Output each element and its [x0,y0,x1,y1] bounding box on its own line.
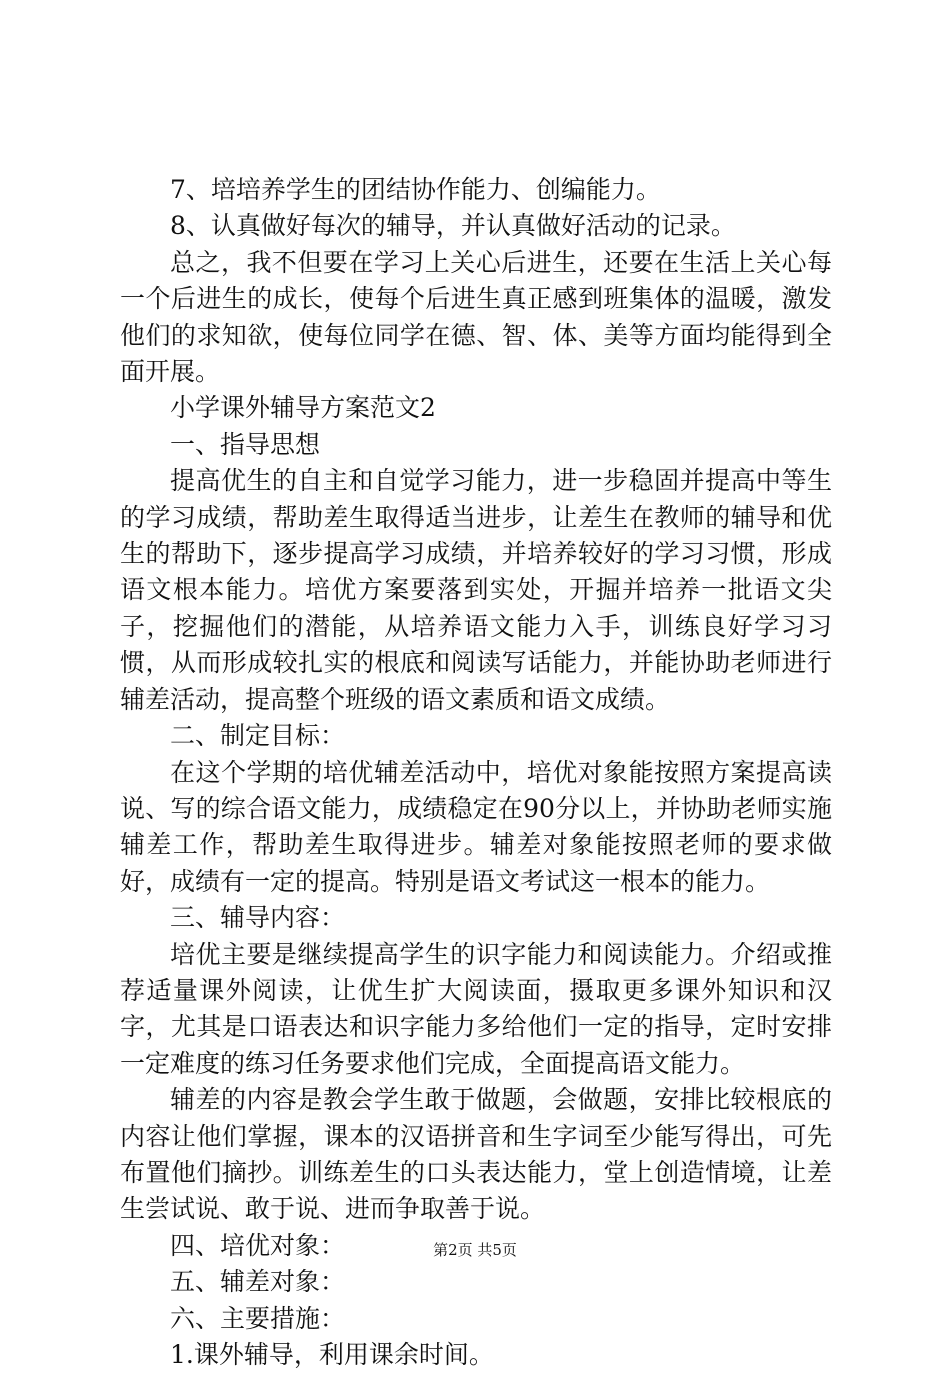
measure-item-1: 1.课外辅导，利用课余时间。 [170,1340,494,1369]
guiding-thought-paragraph: 提高优生的自主和自觉学习能力，进一步稳固并提高中等生的学习成绩，帮助差生取得适当进步，让差生在教师的辅导和优生的帮助下，逐步提高学习成绩，并培养较好的学习习惯，形成语文根本能力。培优方案要落到实处，开掘并培养一批语文尖子，挖掘他们的潜能，从培养语文能力入手，训练良好学习习惯，从而形成较扎实的根底和阅读写话能力，并能协助老师进行辅差活动，提高整个班级的语文素质和语文成绩。 [120,466,832,714]
summary-paragraph: 总之，我不但要在学习上关心后进生，还要在生活上关心每一个后进生的成长，使每个后进生真正感到班集体的温暖，激发他们的求知欲，使每位同学在德、智、体、美等方面均能得到全面开展。 [120,247,832,387]
section-heading-remedial-targets: 五、辅差对象： [170,1267,346,1297]
section-heading-guiding-thought: 一、指导思想 [170,429,321,459]
list-item-8: 8、认真做好每次的辅导，并认真做好活动的记录。 [170,211,736,241]
list-item-7: 7、培培养学生的团结协作能力、创编能力。 [170,175,661,204]
content-paragraph-remedial: 辅差的内容是教会学生敢于做题，会做题，安排比较根底的内容让他们掌握，课本的汉语拼音和生字词至少能写得出，可先布置他们摘抄。训练差生的口头表达能力，堂上创造情境，让差生尝试说、敢于说、进而争取善于说。 [120,1085,832,1224]
section-heading-excellent-targets: 四、培优对象： [170,1230,346,1260]
page-number: 第2页 共5页 [433,1241,517,1259]
document-body [120,172,832,1373]
section-heading-content: 三、辅导内容： [170,903,346,933]
section-heading-measures: 六、主要措施： [170,1303,346,1333]
content-paragraph-excellent: 培优主要是继续提高学生的识字能力和阅读能力。介绍或推荐适量课外阅读，让优生扩大阅读面，摄取更多课外知识和汉字，尤其是口语表达和识字能力多给他们一定的指导，定时安排一定难度的练习任务要求他们完成，全面提高语文能力。 [120,939,832,1078]
document-title: 小学课外辅导方案范文2 [170,393,436,423]
goals-paragraph: 在这个学期的培优辅差活动中，培优对象能按照方案提高读说、写的综合语文能力，成绩稳定在90分以上，并协助老师实施辅差工作，帮助差生取得进步。辅差对象能按照老师的要求做好，成绩有一定的提高。特别是语文考试这一根本的能力。 [120,757,832,896]
section-heading-goals: 二、制定目标： [170,721,346,751]
